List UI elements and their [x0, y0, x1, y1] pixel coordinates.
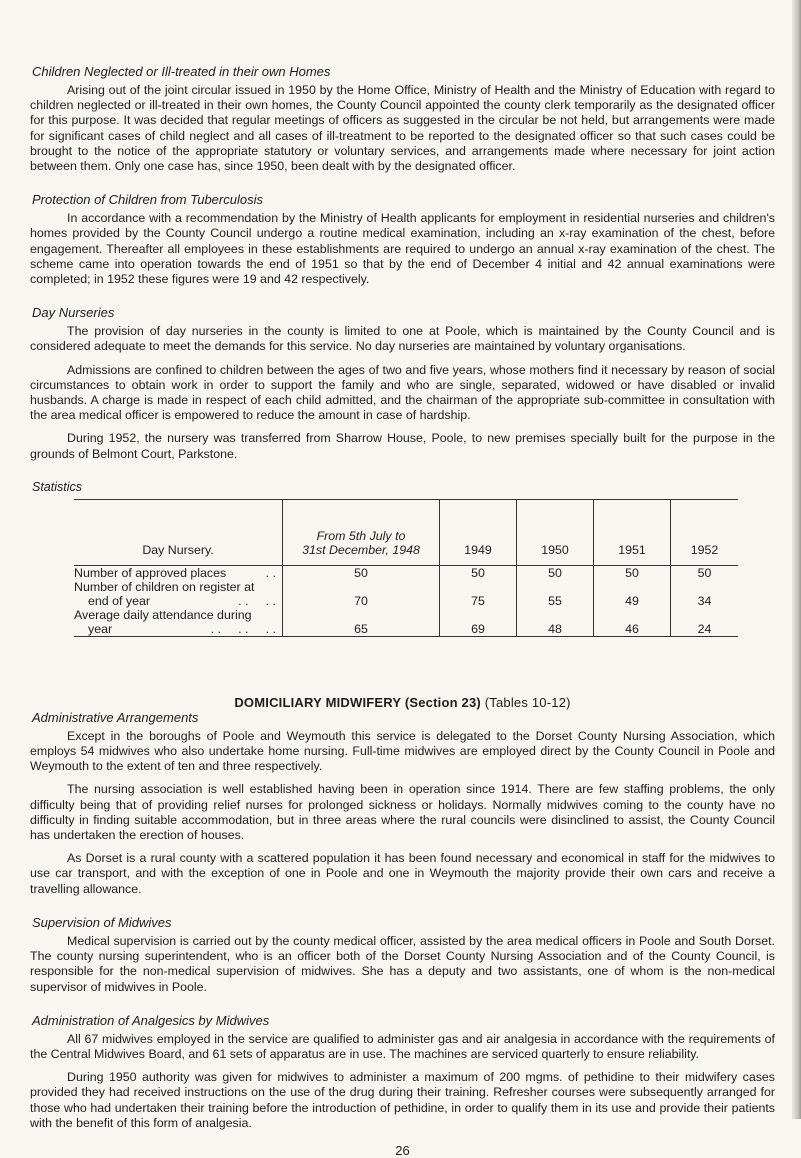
table-row	[74, 608, 738, 637]
page-edge-shadow	[792, 0, 801, 1119]
cell-value: 48	[517, 608, 594, 637]
heading-supervision: Supervision of Midwives	[32, 914, 172, 930]
paragraph-analgesics-2: During 1950 authority was given for midwives to administer a maximum of 200 mgms. of pethidine to their midwifery cases provided they had received instructions on the use of the drug during their training. Refresher courses were subsequently arranged for those who had undertaken their training before the introduction of pethidine, in order to qualify them in its use and provide their patients with the benefit of this form of analgesia.	[30, 1070, 775, 1130]
heading-analgesics: Administration of Analgesics by Midwives	[32, 1012, 270, 1028]
col-header-1951: 1951	[594, 499, 671, 565]
paragraph-supervision: Medical supervision is carried out by the county medical officer, assisted by the area medical officers in Poole and South Dorset. The county nursing superintendent, who is an officer both of the Dorset County Nursing Association and of the County Council, is responsible for the non-medical supervision of midwives. She has a deputy and two assistants, one of whom is the non-medical supervisor of midwives in Poole.	[30, 933, 775, 994]
paragraph-midwifery-2: The nursing association is well established having been in operation since 1914. There are few staffing problems, the only difficulty being that of providing relief nurses for prolonged sickness or holidays. Normally midwives coming to the county have no difficulty in finding suitable accommodation, but in three areas where the rural councils were disinclined to assist, the County Council has undertaken the erection of houses.	[30, 782, 775, 843]
statistics-table	[74, 499, 738, 637]
row-label-cont: year	[88, 621, 113, 636]
row-dots: . .	[265, 565, 276, 580]
cell-value: 49	[594, 580, 671, 608]
row-label	[74, 565, 283, 580]
paragraph-midwifery-3: As Dorset is a rural county with a scattered population it has been found necessary and economical in staff for the midwives to use car transport, and with the exception of one in Poole and one in Weymouth the majority provide their own cars and receive a travelling allowance.	[30, 851, 775, 896]
page-number: 26	[395, 1142, 410, 1158]
section-title-midwifery	[30, 695, 775, 710]
heading-administrative-arrangements: Administrative Arrangements	[32, 709, 199, 725]
cell-value: 50	[671, 565, 739, 580]
cell-value: 55	[517, 580, 594, 608]
cell-value: 34	[671, 580, 739, 608]
cell-value: 46	[594, 608, 671, 637]
col-header-1952: 1952	[671, 499, 739, 565]
cell-value: 24	[671, 608, 739, 637]
paragraph-analgesics-1: All 67 midwives employed in the service are qualified to administer gas and air analgesia in accordance with the requirements of the Central Midwives Board, and 61 sets of apparatus are in use. The machines are serviced quarterly to ensure reliability.	[30, 1031, 775, 1061]
heading-tuberculosis: Protection of Children from Tuberculosis	[32, 192, 263, 208]
cell-value: 65	[283, 608, 440, 637]
col-header-1950: 1950	[517, 499, 594, 565]
cell-value: 50	[440, 565, 517, 580]
heading-statistics: Statistics	[32, 479, 83, 494]
col-header-1949: 1949	[440, 499, 517, 565]
paragraph-day-nurseries-3: During 1952, the nursery was transferred from Sharrow House, Poole, to new premises specially built for the purpose in the grounds of Belmont Court, Parkstone.	[30, 431, 775, 461]
midwifery-title: DOMICILIARY MIDWIFERY (Section 23)	[234, 694, 481, 710]
cell-value: 69	[440, 608, 517, 637]
paragraph-neglected: Arising out of the joint circular issued in 1950 by the Home Office, Ministry of Health and the Ministry of Education with regard to children neglected or ill-treated in their own homes, the County Council appointed the county clerk temporarily as the designated officer for this purpose. It was decided that regular meetings of officers as suggested in the circular be not held, but arrangements were made for significant cases of child neglect and all cases of ill-treatment to be reported to the designated officer so that such cases could be brought to the notice of the appropriate statutory or voluntary services, and arrangements made where necessary for joint action between them. Only one case has, since 1950, been dealt with by the designated officer.	[30, 83, 775, 174]
table-header-row	[74, 499, 738, 565]
row-label-text: Average daily attendance during	[74, 607, 252, 622]
col-header-1948-line2: 31st December, 1948	[302, 542, 420, 557]
row-label	[74, 580, 283, 608]
cell-value: 50	[283, 565, 440, 580]
heading-day-nurseries: Day Nurseries	[32, 305, 115, 321]
paragraph-day-nurseries-2: Admissions are confined to children between the ages of two and five years, whose mothers find it necessary by reason of social circumstances to obtain work in order to support the family and who are single, separated, widowed or have disabled or invalid husbands. A charge is made in respect of each child admitted, and the chairman of the appropriate sub-committee in consultation with the area medical officer is empowered to reduce the amount in case of hardship.	[30, 362, 775, 423]
midwifery-tables-ref: (Tables 10-12)	[484, 694, 571, 710]
table-row	[74, 565, 738, 580]
cell-value: 50	[517, 565, 594, 580]
row-label-text: Number of approved places	[74, 565, 227, 580]
row-label-cont: end of year	[88, 593, 150, 608]
row-dots: . . . . . .	[210, 621, 276, 636]
document-page	[30, 64, 775, 1158]
heading-children-neglected: Children Neglected or Ill-treated in their own Homes	[32, 64, 331, 79]
row-label-text: Number of children on register at	[74, 579, 255, 594]
cell-value: 75	[440, 580, 517, 608]
table-row	[74, 580, 738, 608]
col-header-day-nursery: Day Nursery.	[142, 542, 214, 557]
col-header-1948	[283, 499, 440, 565]
row-dots: . . . .	[238, 593, 276, 608]
col-header-1948-line1: From 5th July to	[316, 528, 406, 543]
paragraph-midwifery-1: Except in the boroughs of Poole and Weymouth this service is delegated to the Dorset County Nursing Association, which employs 54 midwives who also undertake home nursing. Full-time midwives are employed direct by the County Council in Poole and Weymouth to the extent of ten and three respectively.	[30, 728, 775, 774]
row-label	[74, 608, 283, 637]
paragraph-day-nurseries-1: The provision of day nurseries in the county is limited to one at Poole, which is maintained by the County Council and is considered adequate to meet the demands for this service. No day nurseries are maintained by voluntary organisations.	[30, 324, 775, 354]
paragraph-tuberculosis: In accordance with a recommendation by the Ministry of Health applicants for employment in residential nurseries and children's homes provided by the County Council undergo a routine medical examination, including an x-ray examination of the chest, before engagement. Thereafter all employees in these establishments are required to undergo an annual x-ray examination of the chest. The scheme came into operation towards the end of 1951 so that by the end of December 4 initial and 42 annual examinations were completed; in 1952 these figures were 19 and 42 respectively.	[30, 211, 775, 287]
cell-value: 70	[283, 580, 440, 608]
cell-value: 50	[594, 565, 671, 580]
